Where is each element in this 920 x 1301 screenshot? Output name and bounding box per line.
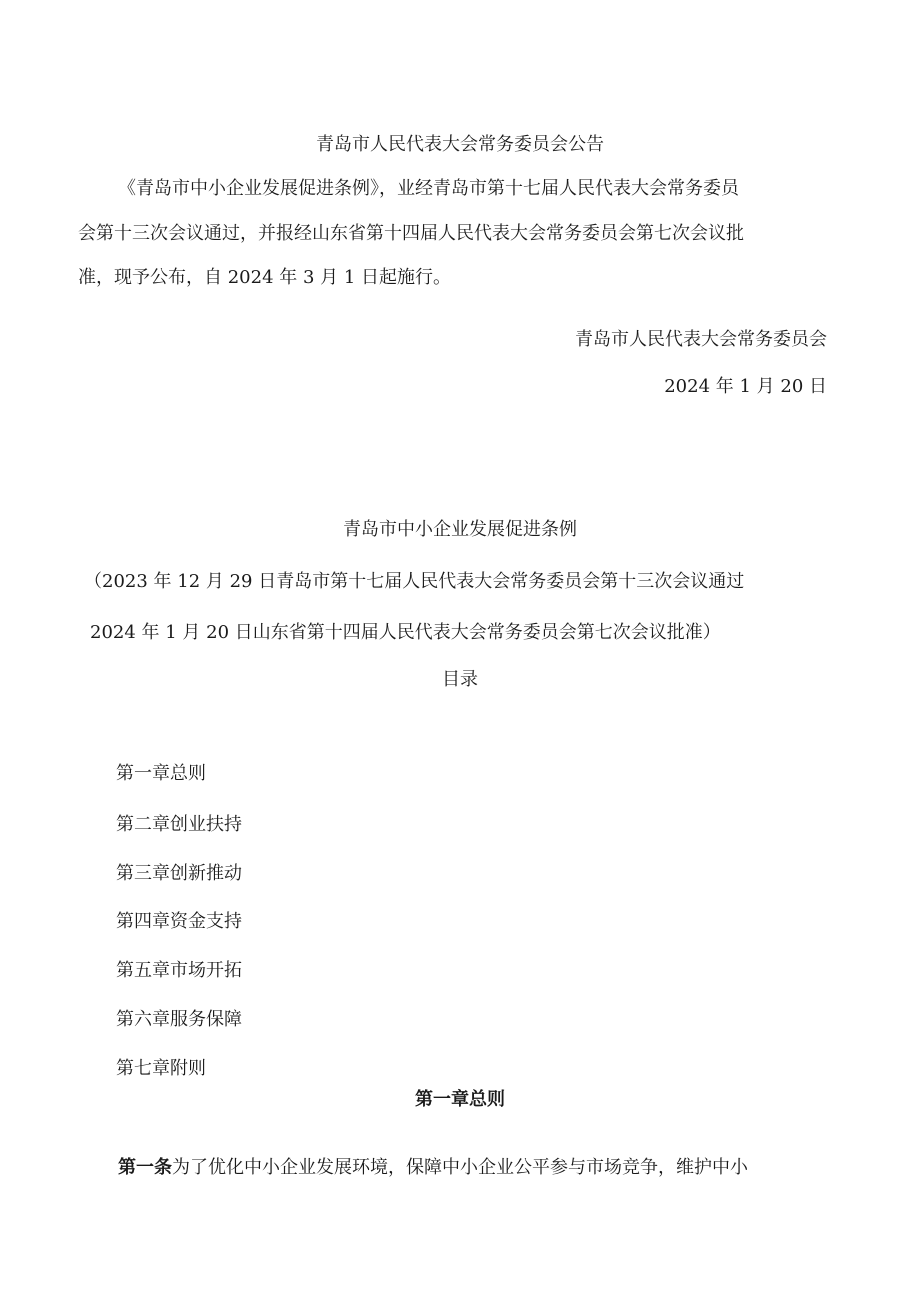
article-one: [118, 1156, 748, 1180]
regulation-note-line-2: 2024 年 1 月 20 日山东省第十四届人民代表大会常务委员会第七次会议批准）: [90, 622, 721, 643]
announcement-date: 2024 年 1 月 20 日: [664, 376, 827, 397]
announcement-paragraph-line-3: 准，现予公布，自 2024 年 3 月 1 日起施行。: [78, 267, 452, 288]
toc-item-chapter-3: 第三章创新推动: [116, 863, 242, 884]
announcement-title: 青岛市人民代表大会常务委员会公告: [316, 134, 604, 155]
toc-item-chapter-6: 第六章服务保障: [116, 1009, 242, 1030]
toc-item-chapter-4: 第四章资金支持: [116, 911, 242, 932]
chapter-one-heading: 第一章总则: [415, 1089, 505, 1110]
toc-item-chapter-2: 第二章创业扶持: [116, 814, 242, 835]
regulation-title: 青岛市中小企业发展促进条例: [343, 519, 577, 540]
article-one-label: 第一条: [118, 1157, 172, 1178]
announcement-issuer: 青岛市人民代表大会常务委员会: [575, 329, 827, 350]
announcement-paragraph-line-1: 《青岛市中小企业发展促进条例》，业经青岛市第十七届人民代表大会常务委员: [118, 178, 739, 199]
toc-item-chapter-5: 第五章市场开拓: [116, 960, 242, 981]
toc-item-chapter-7: 第七章附则: [116, 1058, 206, 1079]
toc-item-chapter-1: 第一章总则: [116, 763, 206, 784]
regulation-note-line-1: （2023 年 12 月 29 日青岛市第十七届人民代表大会常务委员会第十三次会议通过: [84, 571, 745, 592]
announcement-paragraph-line-2: 会第十三次会议通过，并报经山东省第十四届人民代表大会常务委员会第七次会议批: [78, 223, 744, 244]
article-one-text: 为了优化中小企业发展环境，保障中小企业公平参与市场竞争，维护中小: [172, 1157, 748, 1178]
toc-heading: 目录: [442, 669, 478, 690]
